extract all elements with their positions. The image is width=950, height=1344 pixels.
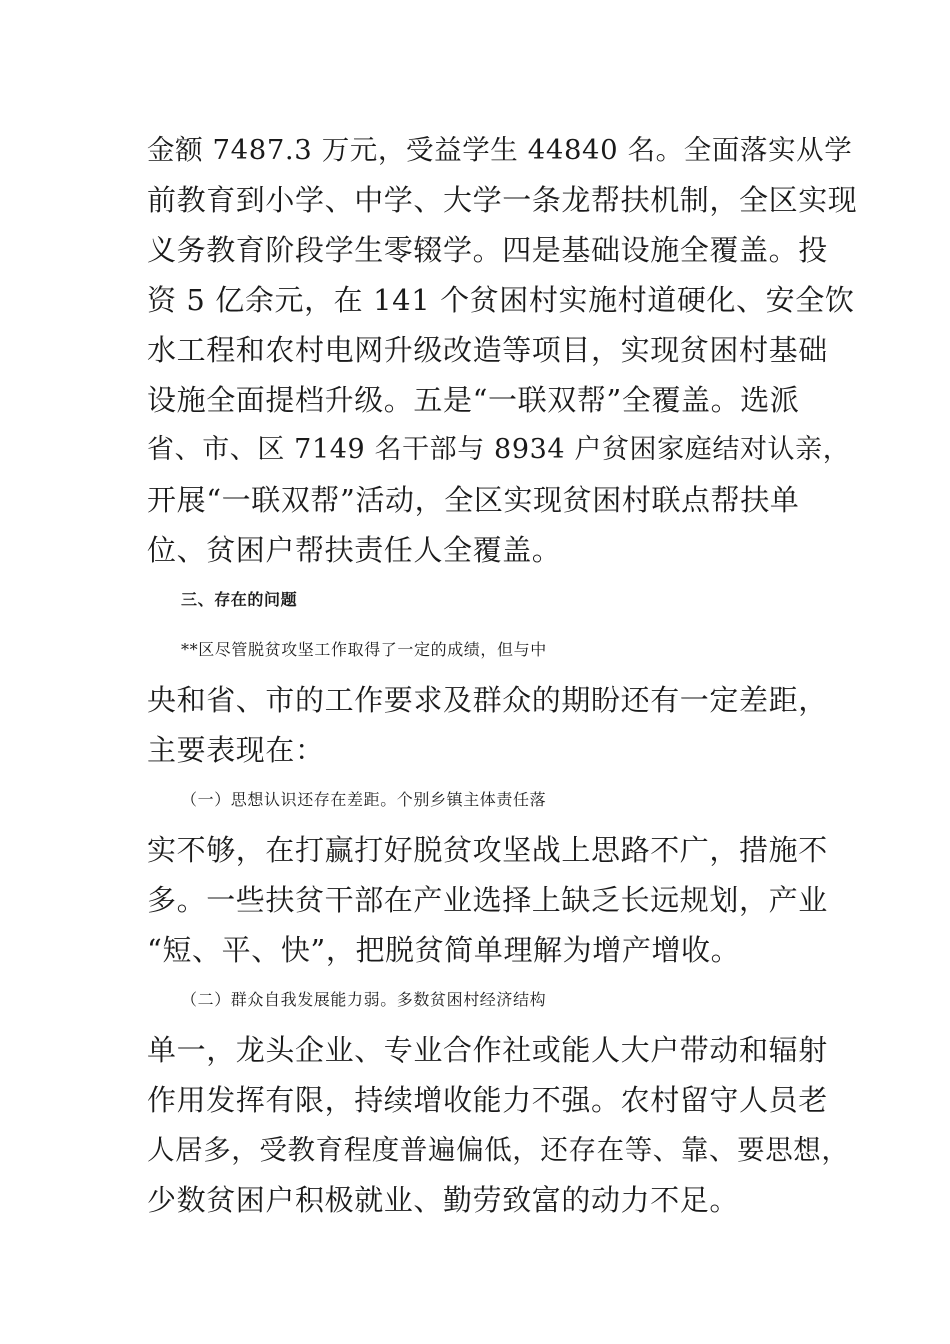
paragraph-line: 多。一些扶贫干部在产业选择上缺乏长远规划，产业: [147, 883, 828, 917]
paragraph-line: 前教育到小学、中学、大学一条龙帮扶机制，全区实现: [147, 183, 858, 217]
paragraph-line: （一）思想认识还存在差距。个别乡镇主体责任落: [181, 790, 547, 809]
paragraph-line: 开展“一联双帮”活动，全区实现贫困村联点帮扶单: [147, 483, 800, 517]
paragraph-line: 实不够，在打赢打好脱贫攻坚战上思路不广，措施不: [147, 833, 828, 867]
paragraph-line: 金额 7487.3 万元，受益学生 44840 名。全面落实从学: [147, 134, 853, 166]
paragraph-line: 水工程和农村电网升级改造等项目，实现贫困村基础: [147, 333, 828, 367]
paragraph-line: 人居多，受教育程度普遍偏低，还存在等、靠、要思想，: [147, 1134, 850, 1166]
paragraph-line: 位、贫困户帮扶责任人全覆盖。: [147, 533, 562, 567]
paragraph-line: 少数贫困户积极就业、勤劳致富的动力不足。: [147, 1183, 740, 1217]
paragraph-line: 义务教育阶段学生零辍学。四是基础设施全覆盖。投: [147, 233, 828, 267]
paragraph-line: 单一，龙头企业、专业合作社或能人大户带动和辐射: [147, 1033, 828, 1067]
section-heading: 三、存在的问题: [181, 590, 298, 609]
paragraph-line: 省、市、区 7149 名干部与 8934 户贫困家庭结对认亲，: [147, 434, 851, 465]
paragraph-line: “短、平、快”，把脱贫简单理解为增产增收。: [147, 933, 741, 967]
paragraph-line: 央和省、市的工作要求及群众的期盼还有一定差距，: [147, 683, 828, 717]
paragraph-line: **区尽管脱贫攻坚工作取得了一定的成绩，但与中: [181, 640, 547, 659]
paragraph-line: 作用发挥有限，持续增收能力不强。农村留守人员老: [147, 1083, 828, 1117]
paragraph-line: （二）群众自我发展能力弱。多数贫困村经济结构: [181, 990, 547, 1009]
paragraph-line: 设施全面提档升级。五是“一联双帮”全覆盖。选派: [147, 383, 800, 417]
paragraph-line: 主要表现在：: [147, 733, 325, 767]
paragraph-line: 资 5 亿余元，在 141 个贫困村实施村道硬化、安全饮: [147, 283, 855, 317]
